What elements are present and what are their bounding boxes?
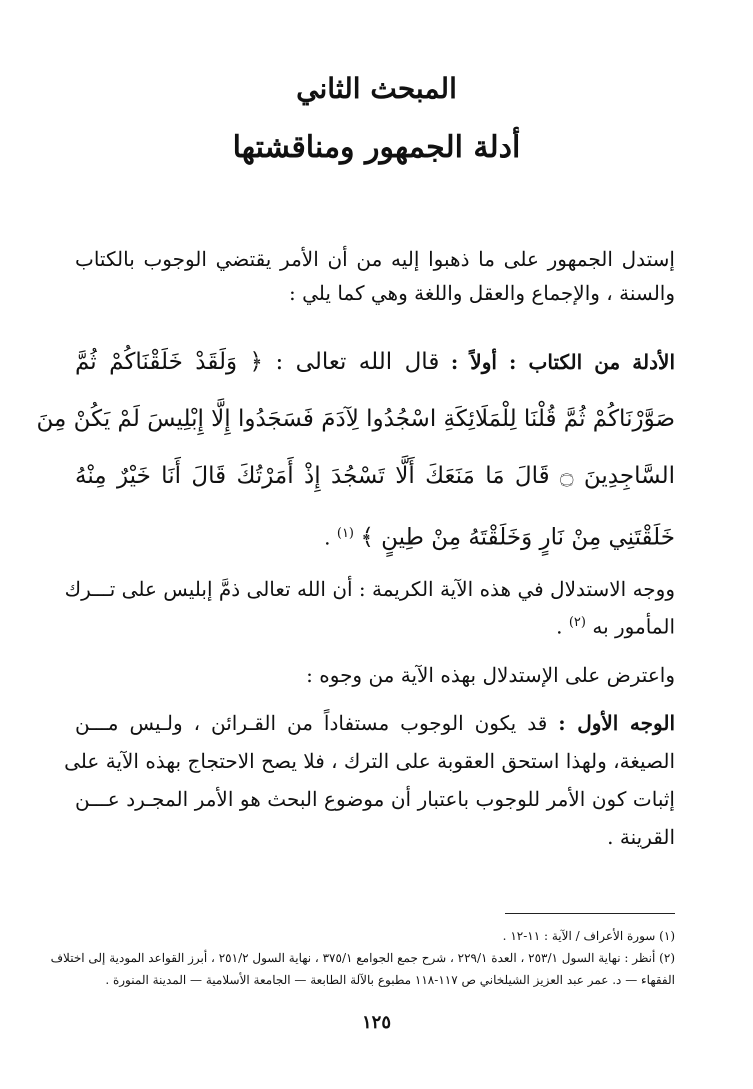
first-aspect-line-4: القرينة .: [607, 825, 675, 849]
first-aspect-line-2: الصيغة، ولهذا استحق العقوبة على الترك ، فلا يصح الاحتجاج بهذه الآية على: [64, 749, 675, 773]
argument-line-2: [75, 606, 675, 644]
intro-line-1: إستدل الجمهور على ما ذهبوا إليه من أن الأمر يقتضي الوجوب بالكتاب: [75, 247, 675, 271]
evidence-paragraph: [36, 334, 675, 567]
argument-line-2-text: المأمور به: [592, 614, 675, 639]
footnote-2-continued: الفقهاء — د. عمر عبد العزيز الشيلخاني ص ١١٧-١١٨ مطبوع بالآلة الطابعة — الجامعة الأسلامية — المدينة المنورة .: [105, 973, 675, 987]
first-aspect-line-3: إثبات كون الأمر للوجوب باعتبار أن موضوع البحث هو الأمر المجـرد عـــن: [75, 787, 675, 811]
section-subtitle: أدلة الجمهور ومناقشتها: [232, 130, 521, 165]
footnote-ref-1: (١): [336, 526, 354, 541]
first-aspect-paragraph: [64, 704, 676, 856]
argument-paragraph: [64, 572, 675, 644]
evidence-line-4-text: خَلَقْتَنِي مِنْ نَارٍ وَخَلَقْتَهُ مِنْ طِينٍ ﴾: [360, 524, 675, 551]
argument-line-2-end: .: [556, 614, 563, 639]
intro-paragraph: [75, 242, 675, 310]
page-number: ١٢٥: [361, 1012, 391, 1033]
evidence-line-1: [75, 334, 675, 391]
first-aspect-line-1: [75, 704, 675, 742]
evidence-line-1-text: قال الله تعالى : ﴿ وَلَقَدْ خَلَقْنَاكُمْ ثُمَّ: [75, 349, 440, 375]
footnote-2: [50, 947, 675, 969]
footnote-divider: [505, 913, 675, 914]
objection-paragraph: [75, 658, 675, 692]
footnote-1-marker: (١): [659, 929, 675, 943]
footnotes: [50, 925, 675, 991]
footnote-2-text: أنظر : نهاية السول ٢٥٣/١ ، العدة ٢٢٩/١ ، شرح جمع الجوامع ٣٧٥/١ ، نهاية السول ٢٥١/٢ ، أبرز القواعد المودية إلى اختلاف: [50, 951, 656, 965]
intro-line-2: والسنة ، والإجماع والعقل واللغة وهي كما يلي :: [289, 281, 675, 305]
footnote-1-text: سورة الأعراف / الآية : ١١-١٢ .: [502, 929, 656, 943]
first-aspect-line-1-text: قد يكون الوجوب مستفاداً من القـرائن ، ولـيس مـــن: [75, 711, 548, 735]
objection-line-1: واعترض على الإستدلال بهذه الآية من وجوه :: [306, 663, 675, 687]
first-aspect-heading: الوجه الأول :: [558, 711, 676, 735]
evidence-line-4-end: .: [324, 525, 331, 550]
footnote-ref-2: (٢): [568, 615, 586, 630]
evidence-line-2: صَوَّرْنَاكُمْ ثُمَّ قُلْنَا لِلْمَلَائِكَةِ اسْجُدُوا لِآدَمَ فَسَجَدُوا إِلَّا إِبْلِيسَ لَمْ يَكُنْ مِنَ: [36, 406, 675, 432]
argument-line-1: ووجه الاستدلال في هذه الآية الكريمة : أن الله تعالى ذمَّ إبليس على تـــرك: [64, 577, 675, 601]
footnote-1: [75, 925, 675, 947]
footnote-2-marker: (٢): [659, 951, 675, 965]
evidence-line-4: [75, 505, 675, 567]
evidence-line-3: السَّاجِدِينَ ۝ قَالَ مَا مَنَعَكَ أَلَّا تَسْجُدَ إِذْ أَمَرْتُكَ قَالَ أَنَا خَيْرٌ مِنْهُ: [75, 463, 675, 489]
section-title: المبحث الثاني: [296, 72, 457, 105]
evidence-heading: الأدلة من الكتاب : أولاً :: [450, 350, 675, 374]
